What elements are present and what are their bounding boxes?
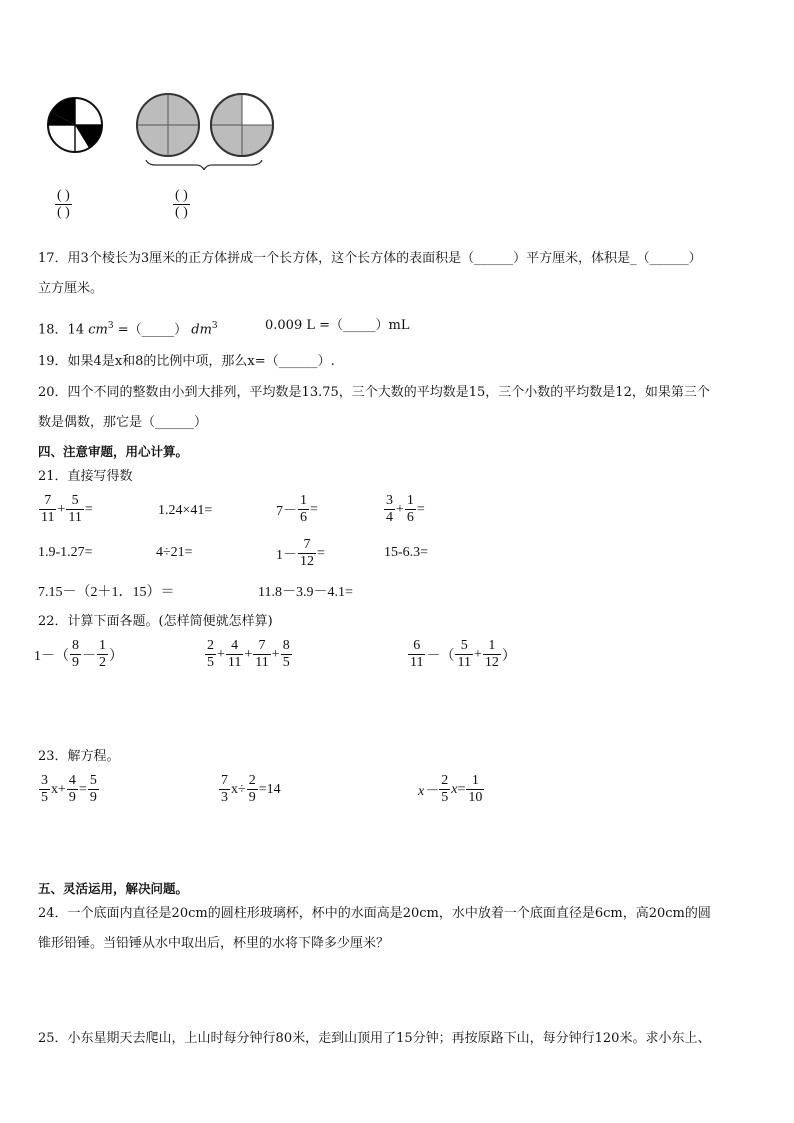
- question-20-line1: 20．四个不同的整数由小到大排列，平均数是13.75，三个大数的平均数是15，三个小数的平均数是12，如果第三个: [38, 385, 710, 400]
- fraction: [88, 773, 99, 806]
- operator: +: [217, 646, 225, 662]
- denominator: 12: [484, 655, 499, 670]
- operator: +: [473, 646, 482, 662]
- denominator: 9: [68, 790, 76, 805]
- numerator: 2: [248, 773, 256, 788]
- fraction: [298, 493, 309, 526]
- denominator: 5: [41, 790, 48, 805]
- fraction: [219, 773, 230, 806]
- equals: =14: [258, 781, 281, 797]
- numerator: 8: [72, 638, 79, 653]
- numerator: 5: [71, 493, 79, 508]
- fraction: [281, 638, 292, 671]
- question-21-title: 21．直接写得数: [38, 469, 133, 484]
- expr-21-7: [276, 537, 325, 570]
- operator: +: [396, 501, 404, 517]
- operator: +: [271, 646, 280, 662]
- expr-22-1: [34, 638, 123, 671]
- numerator: 7: [221, 773, 228, 788]
- denominator: 4: [386, 510, 393, 525]
- numerator: 7: [258, 638, 266, 653]
- fraction: [384, 493, 395, 526]
- numerator: 2: [441, 773, 449, 788]
- equals: =: [457, 781, 466, 797]
- fraction: [39, 773, 50, 806]
- question-25-line1: 25．小东星期天去爬山，上山时每分钟行80米，走到山顶用了15分钟；再按原路下山，每分钟行120米。求小东上、: [38, 1031, 711, 1046]
- question-17-line2: 立方厘米。: [38, 281, 104, 296]
- numerator: 1: [300, 493, 307, 508]
- expr-22-3: [407, 638, 516, 671]
- unit-dm-exponent: 3: [211, 321, 218, 331]
- denominator: 9: [248, 790, 256, 805]
- fraction: [97, 638, 108, 671]
- fraction-blank-denominator: ( ): [57, 205, 70, 220]
- numerator: 2: [207, 638, 214, 653]
- equation-23-2: [218, 773, 281, 806]
- question-23-equations: [38, 773, 518, 815]
- fraction-blank-denominator: ( ): [175, 205, 188, 220]
- expr-22-2: [204, 638, 293, 671]
- shaded-circles-figure: [132, 90, 277, 170]
- unit-dm: dm: [191, 322, 212, 338]
- denominator: 11: [410, 655, 424, 670]
- numerator: 7: [303, 537, 311, 552]
- denominator: 5: [207, 655, 214, 670]
- question-19: 19．如果4是x和8的比例中项，那么x=（______）.: [38, 354, 335, 369]
- expr-21-10: 11.8－3.9－4.1=: [258, 585, 353, 600]
- question-23-title: 23．解方程。: [38, 749, 120, 764]
- numerator: 1: [471, 773, 479, 788]
- fraction: [253, 638, 270, 671]
- equation-23-1: [38, 773, 100, 806]
- question-24-line2: 锥形铅锤。当铅锤从水中取出后，杯里的水将下降多少厘米？: [38, 936, 390, 951]
- equation-23-3: [418, 773, 485, 806]
- suffix: ）: [501, 648, 516, 664]
- denominator: 5: [441, 790, 449, 805]
- equals: =: [317, 545, 325, 561]
- equals: =: [84, 501, 93, 517]
- variable: x: [451, 781, 458, 797]
- denominator: 2: [99, 655, 106, 670]
- variable: x－: [418, 783, 439, 799]
- equals: =: [416, 501, 425, 517]
- fraction: [39, 493, 56, 526]
- fraction: [226, 638, 243, 671]
- question-18: [38, 316, 218, 340]
- numerator: 8: [282, 638, 290, 653]
- fraction: [66, 493, 83, 526]
- equals: =: [310, 501, 318, 517]
- unit-cm: cm: [88, 322, 108, 338]
- denominator: 5: [282, 655, 290, 670]
- expr-21-8: 15-6.3=: [384, 545, 429, 560]
- question-18-prefix: 18．14: [38, 322, 85, 338]
- suffix: ）: [109, 648, 123, 664]
- numerator: 1: [406, 493, 414, 508]
- equals: =: [78, 781, 87, 797]
- fraction: [455, 638, 472, 671]
- denominator: 11: [457, 655, 471, 670]
- fraction: [298, 537, 316, 570]
- question-21-row2: [38, 537, 458, 577]
- question-21-row1: [38, 493, 458, 533]
- numerator: 5: [460, 638, 468, 653]
- fraction: [408, 638, 425, 671]
- denominator: 6: [406, 510, 414, 525]
- unit-cm-exponent: 3: [107, 321, 114, 331]
- denominator: 10: [468, 790, 483, 805]
- denominator: 6: [300, 510, 307, 525]
- numerator: 4: [68, 773, 76, 788]
- question-24-line1: 24．一个底面内直径是20cm的圆柱形玻璃杯，杯中的水面高是20cm，水中放着一个底面直径是6cm，高20cm的圆: [38, 906, 711, 921]
- denominator: 9: [89, 790, 97, 805]
- denominator: 9: [72, 655, 79, 670]
- question-20-line2: 数是偶数，那它是（______）: [38, 415, 208, 430]
- fraction: [483, 638, 501, 671]
- denominator: 11: [68, 510, 82, 525]
- operator: －（: [426, 648, 455, 664]
- fraction-blank-1[interactable]: [55, 188, 72, 221]
- question-17-line1: 17．用3个棱长为3厘米的正方体拼成一个长方体，这个长方体的表面积是（______）平方厘米，体积是_（______）: [38, 251, 702, 266]
- section-4-heading: 四、注意审题，用心计算。: [38, 444, 189, 459]
- fraction: [405, 493, 416, 526]
- question-18-eq: =（_____）: [117, 322, 188, 338]
- section-5-heading: 五、灵活运用，解决问题。: [38, 881, 189, 896]
- fraction: [247, 773, 258, 806]
- numerator: 7: [44, 493, 52, 508]
- variable: x+: [51, 781, 66, 797]
- fraction-blank-numerator: ( ): [57, 188, 70, 203]
- question-22-title: 22．计算下面各题。(怎样简便就怎样算): [38, 614, 273, 629]
- prefix: 7－: [276, 503, 297, 519]
- expr-21-6: 4÷21=: [156, 545, 193, 560]
- variable: x÷: [231, 781, 246, 797]
- operator: +: [57, 501, 66, 517]
- fraction: [205, 638, 216, 671]
- denominator: 11: [255, 655, 269, 670]
- fraction: [466, 773, 484, 806]
- expr-21-5: 1.9-1.27=: [38, 545, 93, 560]
- expr-21-4: [383, 493, 425, 526]
- prefix: 1－（: [34, 648, 69, 664]
- numerator: 1: [488, 638, 496, 653]
- question-18-part2: 0.009 L =（_____）mL: [265, 318, 410, 333]
- numerator: 5: [89, 773, 97, 788]
- question-22-expressions: [34, 638, 534, 680]
- expr-21-9: 7.15－（2＋1．15）＝: [38, 585, 175, 600]
- fraction: [439, 773, 450, 806]
- denominator: 11: [227, 655, 242, 670]
- fraction-blank-numerator: ( ): [175, 188, 188, 203]
- denominator: 11: [41, 510, 55, 525]
- expr-21-2: 1.24×41=: [158, 503, 213, 518]
- numerator: 6: [413, 638, 421, 653]
- fraction: [70, 638, 81, 671]
- operator: －: [82, 648, 96, 664]
- denominator: 12: [300, 554, 314, 569]
- prefix: 1－: [276, 547, 297, 563]
- operator: +: [244, 646, 253, 662]
- fraction-blank-2[interactable]: [173, 188, 190, 221]
- circle-quarters-figure: [45, 94, 105, 156]
- denominator: 3: [221, 790, 228, 805]
- expr-21-3: [276, 493, 318, 526]
- numerator: 3: [41, 773, 48, 788]
- numerator: 1: [99, 638, 106, 653]
- expr-21-1: [38, 493, 93, 526]
- numerator: 4: [231, 638, 239, 653]
- fraction: [67, 773, 78, 806]
- numerator: 3: [386, 493, 393, 508]
